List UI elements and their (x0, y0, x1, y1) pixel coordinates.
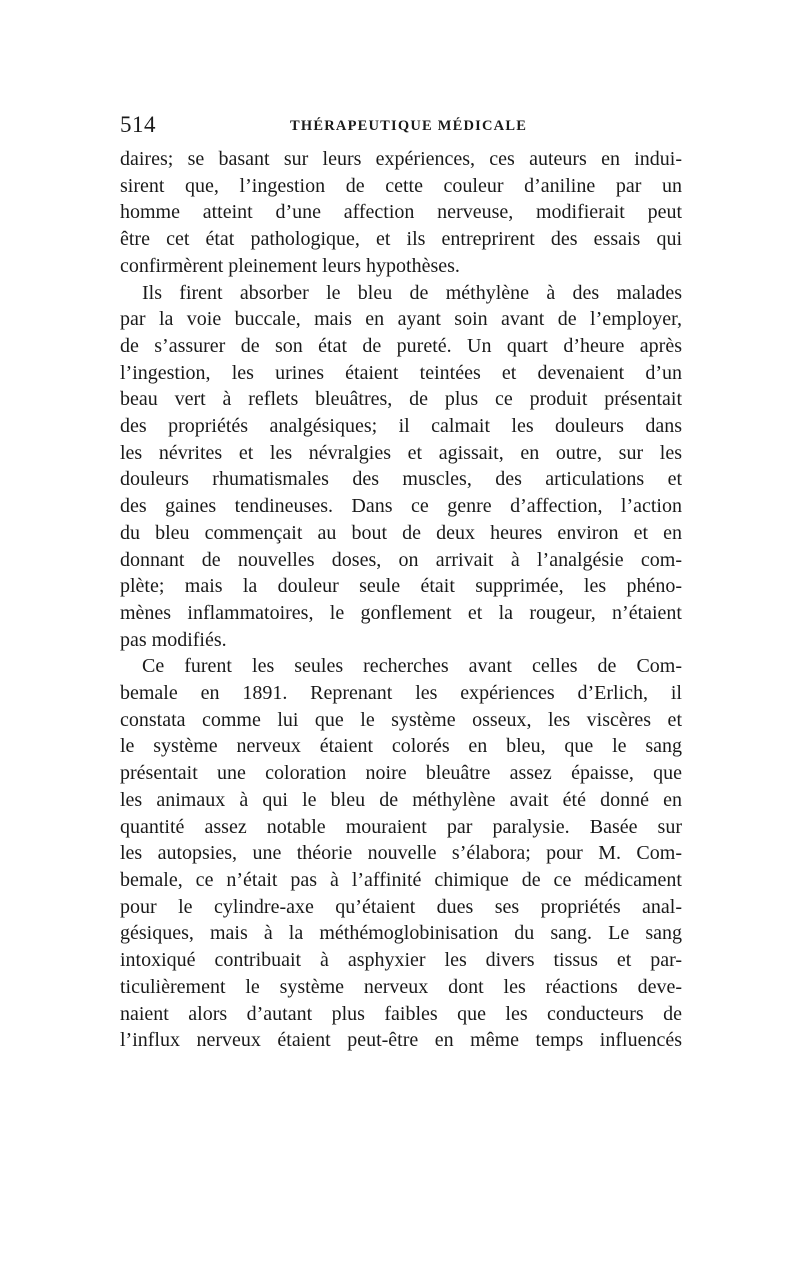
text-line: daires; se basant sur leurs expériences, ces auteurs en indui- (120, 148, 682, 170)
text-line: Ils firent absorber le bleu de méthylène à des malades (142, 281, 682, 304)
text-line: quantité assez notable mouraient par paralysie. Basée sur (120, 815, 682, 838)
text-line: le système nerveux étaient colorés en bleu, que le sang (120, 735, 682, 758)
text-line: confirmèrent pleinement leurs hypothèses. (120, 254, 460, 277)
body-text (120, 146, 682, 1054)
text-line: l’influx nerveux étaient peut-être en même temps influencés (120, 1029, 682, 1052)
paragraph (120, 280, 682, 654)
running-title: THÉRAPEUTIQUE MÉDICALE (290, 118, 528, 134)
page-number: 514 (120, 112, 156, 137)
text-line: sirent que, l’ingestion de cette couleur d’aniline par un (120, 174, 682, 197)
text-line: les névrites et les névralgies et agissait, en outre, sur les (120, 441, 682, 464)
text-line: les animaux à qui le bleu de méthylène avait été donné en (120, 788, 682, 811)
text-line: plète; mais la douleur seule était supprimée, les phéno- (120, 575, 682, 598)
text-line: du bleu commençait au bout de deux heures environ et en (120, 521, 682, 544)
text-line: bemale, ce n’était pas à l’affinité chimique de ce médicament (120, 868, 682, 891)
text-line: intoxiqué contribuait à asphyxier les divers tissus et par- (120, 949, 682, 972)
text-line: par la voie buccale, mais en ayant soin avant de l’employer, (120, 308, 682, 331)
text-line: présentait une coloration noire bleuâtre assez épaisse, que (120, 762, 682, 785)
text-line: gésiques, mais à la méthémoglobinisation du sang. Le sang (120, 922, 682, 945)
text-line: les autopsies, une théorie nouvelle s’élabora; pour M. Com- (120, 842, 682, 865)
text-line: constata comme lui que le système osseux, les viscères et (120, 708, 682, 731)
text-line: mènes inflammatoires, le gonflement et la rougeur, n’étaient (120, 601, 682, 624)
text-line: douleurs rhumatismales des muscles, des articulations et (120, 468, 682, 491)
book-page (120, 112, 682, 1054)
text-line: des propriétés analgésiques; il calmait les douleurs dans (120, 415, 682, 438)
running-head (120, 112, 682, 142)
paragraph (120, 653, 682, 1054)
text-line: donnant de nouvelles doses, on arrivait à l’analgésie com- (120, 548, 682, 571)
text-line: l’ingestion, les urines étaient teintées et devenaient d’un (120, 361, 682, 384)
text-line: ticulièrement le système nerveux dont les réactions deve- (120, 975, 682, 998)
text-line: être cet état pathologique, et ils entreprirent des essais qui (120, 228, 682, 251)
text-line: naient alors d’autant plus faibles que les conducteurs de (120, 1002, 682, 1025)
text-line: Ce furent les seules recherches avant celles de Com- (142, 655, 682, 678)
text-line: de s’assurer de son état de pureté. Un quart d’heure après (120, 334, 682, 357)
text-line: pour le cylindre-axe qu’étaient dues ses propriétés anal- (120, 895, 682, 918)
text-line: bemale en 1891. Reprenant les expériences d’Erlich, il (120, 682, 682, 705)
text-line: homme atteint d’une affection nerveuse, modifierait peut (120, 201, 682, 224)
paragraph (120, 146, 682, 280)
text-line: pas modifiés. (120, 628, 227, 651)
text-line: beau vert à reflets bleuâtres, de plus ce produit présentait (120, 388, 682, 411)
text-line: des gaines tendineuses. Dans ce genre d’affection, l’action (120, 495, 682, 518)
